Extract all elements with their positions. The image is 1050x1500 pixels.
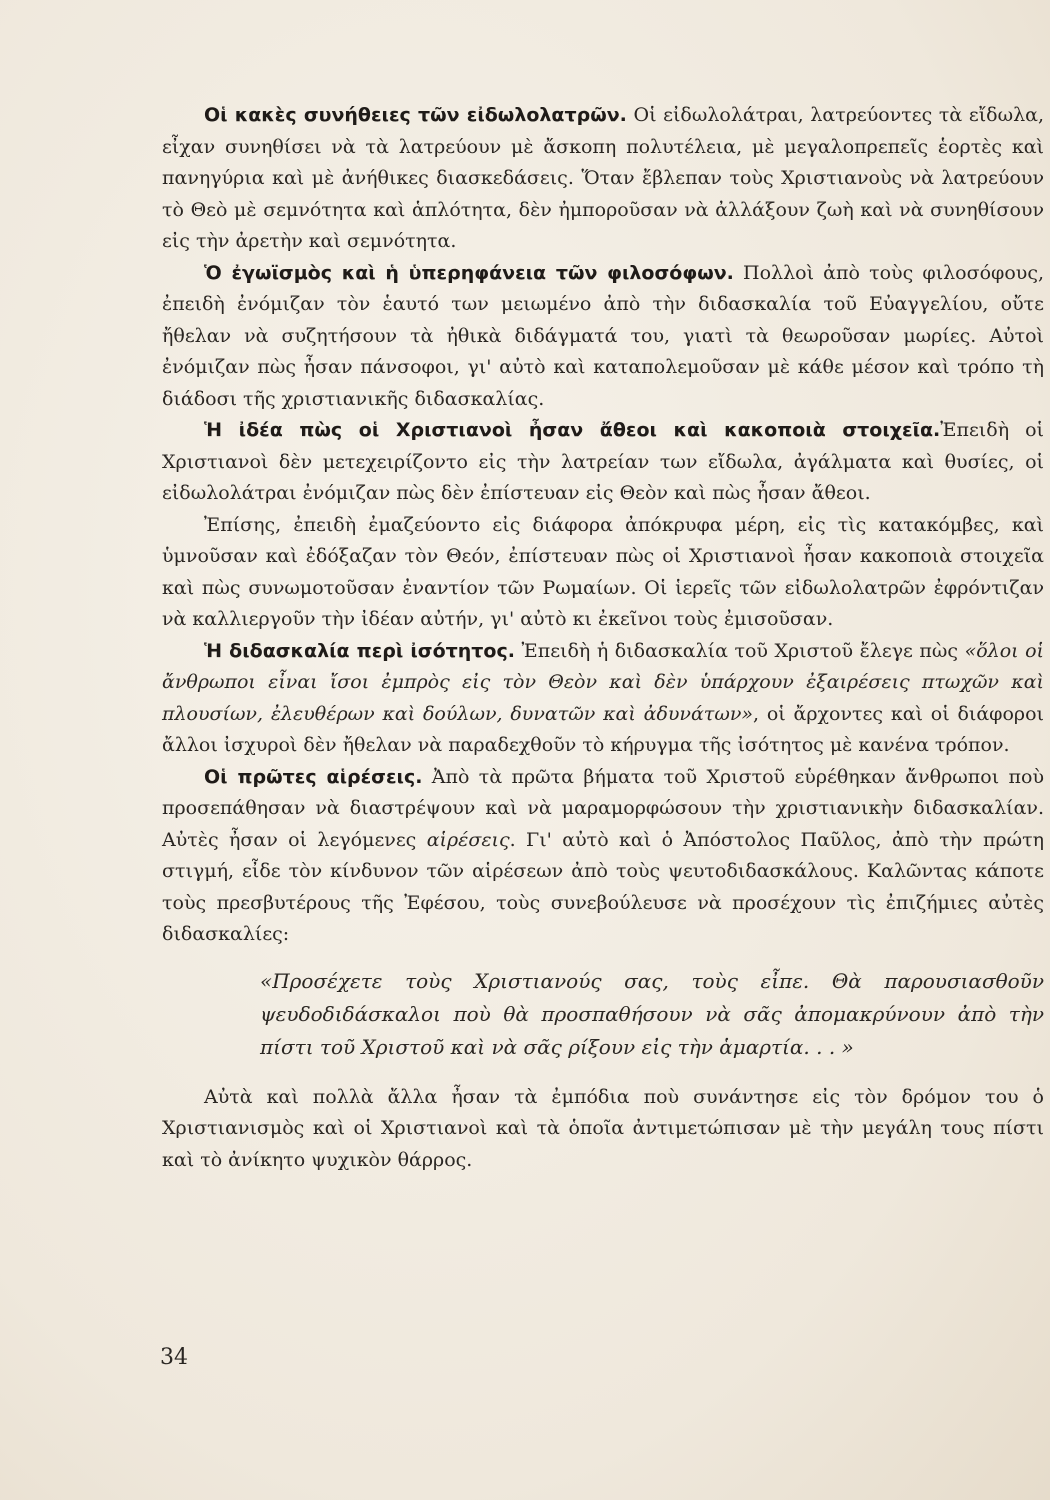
paragraph-heresies [162, 762, 1044, 951]
body-bad-habits: Οἱ εἰδωλολάτραι, λατρεύοντες τὰ εἴδωλα, εἶχαν συνηθίσει νὰ τὰ λατρεύουν μὲ ἄσκοπη πολυτέλεια, μὲ μεγαλοπρεπεῖς ἑορτὲς καὶ πανηγύρια καὶ μὲ ἀνήθικες διασκεδάσεις. Ὅταν ἔβλεπαν τοὺς Χριστιανοὺς νὰ λατρεύουν τὸ Θεὸ μὲ σεμνότητα καὶ ἁπλότητα, δὲν ἠμποροῦσαν νὰ ἀλλάξουν ζωὴ καὶ νὰ συνηθίσουν εἰς τὴν ἀρετὴν καὶ σεμνότητα. [162, 104, 1044, 252]
equality-quote: «ὅλοι οἱ ἄνθρωποι εἶναι ἴσοι ἐμπρὸς εἰς τὸν Θεὸν καὶ δὲν ὑπάρχουν ἐξαιρέσεις πτωχῶν καὶ πλουσίων, ἐλευθέρων καὶ δούλων, δυνατῶν καὶ ἀδυνάτων» [162, 639, 1045, 725]
paragraph-philosophers [162, 258, 1044, 416]
heading-philosophers: Ὁ ἐγωϊσμὸς καὶ ἡ ὑπερηφάνεια τῶν φιλοσόφων. [204, 261, 734, 284]
paragraph-atheists [162, 415, 1044, 510]
paragraph-closing: Αὐτὰ καὶ πολλὰ ἄλλα ἦσαν τὰ ἐμπόδια ποὺ συνάντησε εἰς τὸν δρόμον του ὁ Χριστιανισμὸς καὶ οἱ Χριστιανοὶ καὶ τὰ ὁποῖα ἀντιμετώπισαν μὲ τὴν μεγάλη τους πίστι καὶ τὸ ἀνίκητο ψυχικὸν θάρρος. [162, 1085, 1044, 1171]
heading-equality: Ἡ διδασκαλία περὶ ἰσότητος. [204, 639, 515, 662]
body-heresies-a: Ἀπὸ τὰ πρῶτα βήματα τοῦ Χριστοῦ εὑρέθηκαν ἄνθρωποι ποὺ προσεπάθησαν νὰ διαστρέψουν καὶ νὰ μαραμορφώσουν τὴν χριστιανικὴν διδασκαλίαν. Αὐτὲς ἦσαν οἱ λεγόμενες [162, 765, 1044, 851]
body-philosophers: Πολλοὶ ἀπὸ τοὺς φιλοσόφους, ἐπειδὴ ἐνόμιζαν τὸν ἑαυτό των μειωμένο ἀπὸ τὴν διδασκαλία τοῦ Εὐαγγελίου, οὔτε ἤθελαν νὰ συζητήσουν τὰ ἠθικὰ διδάγματά του, γιατὶ τὰ θεωροῦσαν μωρίες. Αὐτοὶ ἐνόμιζαν πὼς ἦσαν πάνσοφοι, γι' αὐτὸ καὶ καταπολεμοῦσαν μὲ κάθε μέσον καὶ τρόπο τὴ διάδοσι τῆς χριστιανικῆς διδασκαλίας. [162, 261, 1045, 410]
body-atheists: Ἐπειδὴ οἱ Χριστιανοὶ δὲν μετεχειρίζοντο εἰς τὴν λατρείαν των εἴδωλα, ἀγάλματα καὶ θυσίες, οἱ εἰδωλολάτραι ἐνόμιζαν πὼς δὲν ἐπίστευαν εἰς Θεὸν καὶ πὼς ἦσαν ἄθεοι. [162, 419, 1044, 504]
paragraph-atheists-2: Ἐπίσης, ἐπειδὴ ἐμαζεύοντο εἰς διάφορα ἀπόκρυφα μέρη, εἰς τὶς κατακόμβες, καὶ ὑμνοῦσαν καὶ ἐδόξαζαν τὸν Θεόν, ἐπίστευαν πὼς οἱ Χριστιανοὶ ἦσαν κακοποιὰ στοιχεῖα καὶ πὼς συνωμοτοῦσαν ἐναντίον τῶν Ρωμαίων. Οἱ ἱερεῖς τῶν εἰδωλολατρῶν ἐφρόντιζαν νὰ καλλιεργοῦν τὴν ἰδέαν αὐτήν, γι' αὐτὸ κι ἐκεῖνοι τοὺς ἐμισοῦσαν. [162, 513, 1044, 630]
heading-heresies: Οἱ πρῶτες αἱρέσεις. [204, 765, 423, 788]
body-equality-a: Ἐπειδὴ ἡ διδασκαλία τοῦ Χριστοῦ ἔλεγε πὼς [514, 639, 965, 662]
paul-quote: «Προσέχετε τοὺς Χριστιανούς σας, τοὺς εἶπε. Θὰ παρουσιασθοῦν ψευδοδιδάσκαλοι ποὺ θὰ προσπαθήσουν νὰ σᾶς ἀπομακρύνουν ἀπὸ τὴν πίστι τοῦ Χριστοῦ καὶ νὰ σᾶς ρίξουν εἰς τὴν ἁμαρτία. . . » [260, 968, 1044, 1059]
body-heresies-b: . Γι' αὐτὸ καὶ ὁ Ἀπόστολος Παῦλος, ἀπὸ τὴν πρώτη στιγμή, εἶδε τὸν κίνδυνον τῶν αἱρέσεων ἀπὸ τοὺς ψευτοδιδασκάλους. Καλῶντας κάποτε τοὺς πρεσβυτέρους τῆς Ἐφέσου, τοὺς συνεβούλευσε νὰ προσέχουν τὶς ἐπιζήμιες αὐτὲς διδασκαλίες: [162, 828, 1044, 945]
heading-atheists: Ἡ ἰδέα πὼς οἱ Χριστιανοὶ ἦσαν ἄθεοι καὶ κακοποιὰ στοιχεῖα. [204, 419, 941, 441]
heresies-italic: αἱρέσεις [426, 828, 510, 851]
page-text [162, 100, 1044, 1176]
paragraph-bad-habits [162, 100, 1044, 258]
body-equality-b: , οἱ ἄρχοντες καὶ οἱ διάφοροι ἄλλοι ἰσχυροὶ δὲν ἤθελαν νὰ παραδεχθοῦν τὸ κήρυγμα τῆς ἰσότητος μὲ κανένα τρόπον. [162, 702, 1044, 756]
heading-bad-habits: Οἱ κακὲς συνήθειες τῶν εἰδωλολατρῶν. [204, 104, 627, 126]
paragraph-equality [162, 636, 1044, 762]
page-number: 34 [160, 1345, 188, 1370]
